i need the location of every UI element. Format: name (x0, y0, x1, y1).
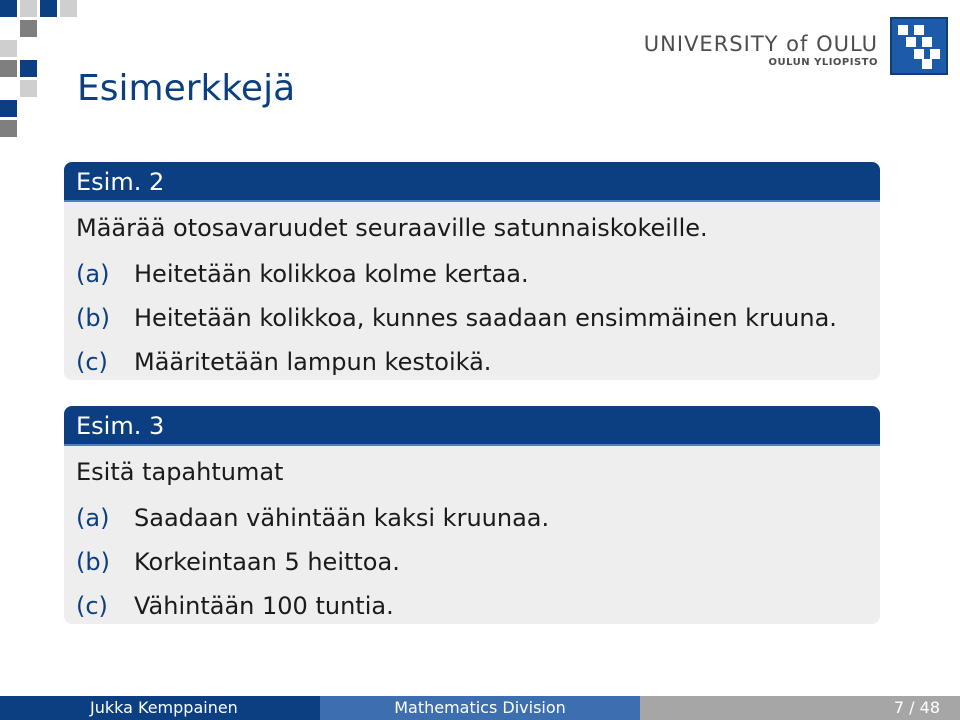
block-header: Esim. 3 (64, 406, 880, 446)
footer-institute: Mathematics Division (320, 696, 640, 720)
item-label: (b) (76, 548, 110, 576)
list-item (76, 340, 868, 380)
slide-title: Esimerkkejä (77, 68, 296, 109)
logo-line-1: UNIVERSITY of OULU (643, 32, 878, 56)
footer-author: Jukka Kemppainen (0, 696, 320, 720)
item-label: (c) (76, 592, 108, 620)
list-item (76, 496, 868, 540)
item-label: (c) (76, 348, 108, 376)
item-text: Vähintään 100 tuntia. (134, 592, 394, 620)
university-logo-text (644, 32, 878, 68)
item-text: Korkeintaan 5 heittoa. (134, 548, 400, 576)
item-text: Heitetään kolikkoa, kunnes saadaan ensimmäinen kruuna. (134, 304, 837, 332)
example-block-2 (64, 162, 880, 380)
item-label: (a) (76, 504, 110, 532)
list-item (76, 540, 868, 584)
example-block-3 (64, 406, 880, 624)
item-label: (a) (76, 260, 110, 288)
university-emblem-icon (890, 17, 948, 75)
item-text: Heitetään kolikkoa kolme kertaa. (134, 260, 529, 288)
list-item (76, 252, 868, 296)
block-header: Esim. 2 (64, 162, 880, 202)
slide-footer (0, 696, 960, 720)
block-intro: Esitä tapahtumat (76, 458, 284, 486)
item-text: Saadaan vähintään kaksi kruunaa. (134, 504, 550, 532)
list-item (76, 584, 868, 624)
block-body (64, 202, 880, 380)
block-intro: Määrää otosavaruudet seuraaville satunnaiskokeille. (76, 214, 708, 242)
footer-page-number: 7 / 48 (640, 696, 960, 720)
item-text: Määritetään lampun kestoikä. (134, 348, 492, 376)
logo-line-2: OULUN YLIOPISTO (768, 57, 878, 68)
item-label: (b) (76, 304, 110, 332)
list-item (76, 296, 868, 340)
block-body (64, 446, 880, 624)
